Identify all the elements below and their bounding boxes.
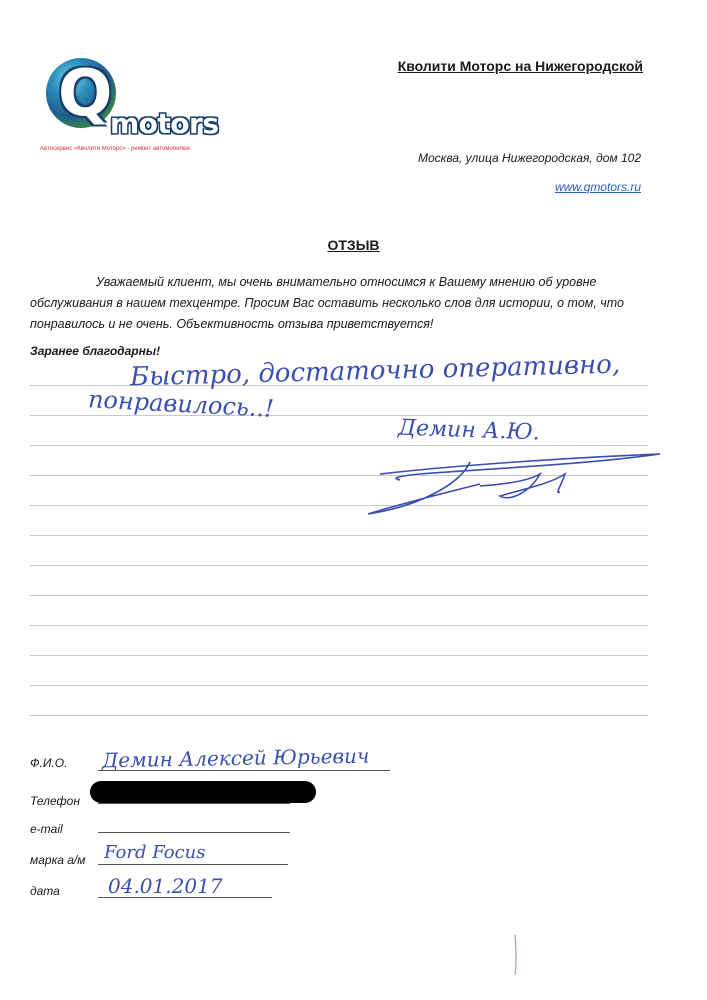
ruled-line bbox=[30, 595, 648, 596]
ruled-line bbox=[30, 715, 648, 716]
company-address: Москва, улица Нижегородская, дом 102 bbox=[417, 151, 641, 165]
phone-field[interactable] bbox=[98, 803, 290, 804]
document-title: ОТЗЫВ bbox=[327, 237, 380, 253]
handwritten-signature-name: Демин А.Ю. bbox=[397, 415, 541, 446]
car-value: Ford Focus bbox=[104, 842, 206, 863]
ruled-line bbox=[30, 565, 648, 566]
ruled-line bbox=[30, 535, 648, 536]
ruled-line bbox=[30, 685, 648, 686]
ruled-line bbox=[30, 625, 648, 626]
logo-letter: Q bbox=[58, 57, 113, 131]
logo-tagline: Автосервис «Кволити Моторс» - ремонт автомобилей bbox=[40, 146, 190, 152]
website-link[interactable]: www.qmotors.ru bbox=[554, 180, 641, 194]
car-label: марка а/м bbox=[30, 853, 86, 867]
ruled-line bbox=[30, 655, 648, 656]
car-field[interactable] bbox=[98, 864, 288, 865]
handwritten-review-line-1: Быстро, достаточно оперативно, bbox=[129, 349, 621, 393]
fio-value: Демин Алексей Юрьевич bbox=[101, 743, 370, 773]
company-name: Кволити Моторс на Нижегородской bbox=[397, 58, 643, 74]
email-field[interactable] bbox=[98, 832, 290, 833]
fio-label: Ф.И.О. bbox=[30, 756, 68, 770]
ruled-line bbox=[30, 415, 648, 416]
intro-paragraph bbox=[30, 272, 650, 335]
redaction-bar bbox=[90, 781, 316, 803]
thanks-line: Заранее благодарны! bbox=[30, 344, 161, 358]
date-label: дата bbox=[30, 884, 60, 898]
signature-scribble bbox=[360, 444, 670, 524]
stray-pen-mark bbox=[513, 935, 519, 975]
intro-text: Уважаемый клиент, мы очень внимательно относимся к Вашему мнению об уровне обслуживания в нашем техцентре. Просим Вас оставить несколько слов для истории, о том, что понравилось и не очень. Объективность отзыва приветствуется! bbox=[30, 275, 624, 331]
date-value: 04.01.2017 bbox=[108, 874, 223, 898]
phone-label: Телефон bbox=[30, 794, 80, 808]
handwritten-review-line-2: понравилось..! bbox=[87, 385, 275, 423]
qmotors-logo bbox=[32, 58, 232, 158]
logo-wordmark: motors bbox=[110, 107, 219, 140]
email-label: e-mail bbox=[30, 822, 63, 836]
